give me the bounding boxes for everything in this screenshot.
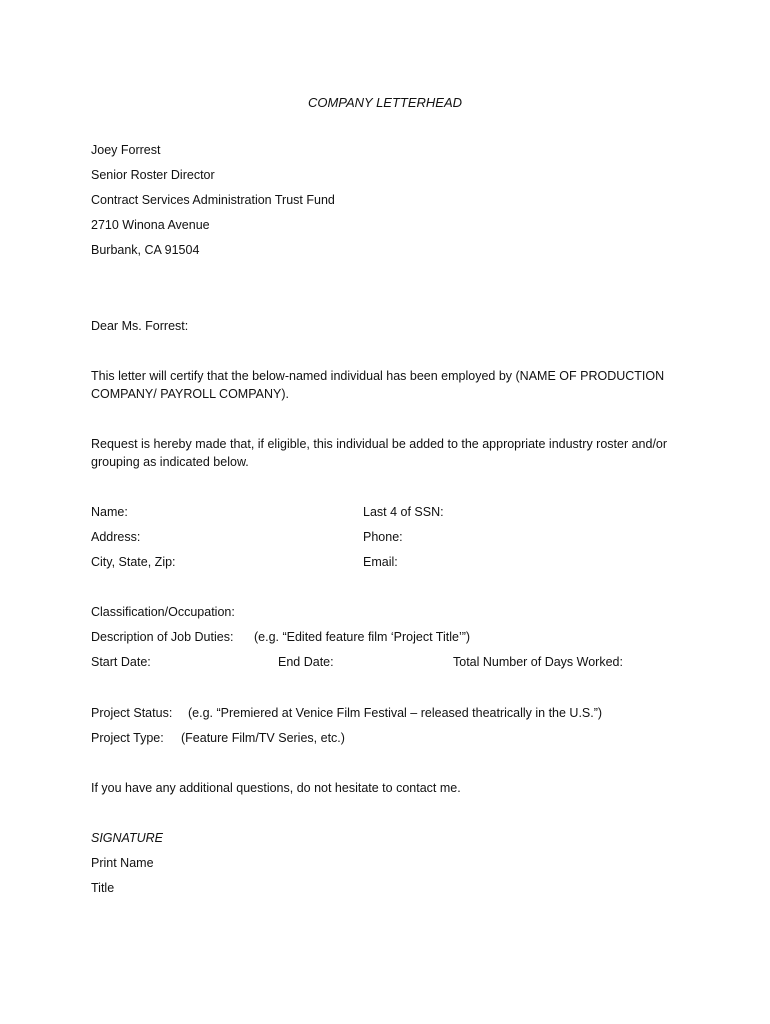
salutation: Dear Ms. Forrest: [91,319,189,333]
recipient-city-state-zip: Burbank, CA 91504 [91,243,200,257]
recipient-name: Joey Forrest [91,143,161,157]
field-job-duties-label: Description of Job Duties: [91,630,234,644]
closing-sentence: If you have any additional questions, do not hesitate to contact me. [91,781,461,795]
field-project-status-example: (e.g. “Premiered at Venice Film Festival – released theatrically in the U.S.”) [188,706,603,720]
field-project-type-label: Project Type: [91,731,164,745]
field-city-state-zip-label: City, State, Zip: [91,555,176,569]
field-name-label: Name: [91,505,128,519]
field-ssn-label: Last 4 of SSN: [363,505,444,519]
recipient-organization: Contract Services Administration Trust Fund [91,193,335,207]
recipient-title: Senior Roster Director [91,168,215,182]
field-classification-label: Classification/Occupation: [91,605,235,619]
field-end-date-label: End Date: [278,655,334,669]
title-line: Title [91,881,115,895]
field-project-status-label: Project Status: [91,706,173,720]
company-letterhead: COMPANY LETTERHEAD [307,95,463,110]
signature-line: SIGNATURE [91,831,163,845]
field-phone-label: Phone: [363,530,403,544]
field-email-label: Email: [363,555,398,569]
field-total-days-label: Total Number of Days Worked: [453,655,623,669]
field-address-label: Address: [91,530,141,544]
print-name-line: Print Name [91,856,154,870]
field-job-duties-example: (e.g. “Edited feature film ‘Project Title’”) [254,630,471,644]
request-paragraph: Request is hereby made that, if eligible, this individual be added to the appropriate industry roster and/or grouping as indicated below. [91,437,668,469]
certify-paragraph: This letter will certify that the below-named individual has been employed by (NAME OF PRODUCTION COMPANY/ PAYROLL COMPANY). [91,369,665,401]
field-project-type-example: (Feature Film/TV Series, etc.) [181,731,345,745]
recipient-street: 2710 Winona Avenue [91,218,210,232]
field-start-date-label: Start Date: [91,655,151,669]
